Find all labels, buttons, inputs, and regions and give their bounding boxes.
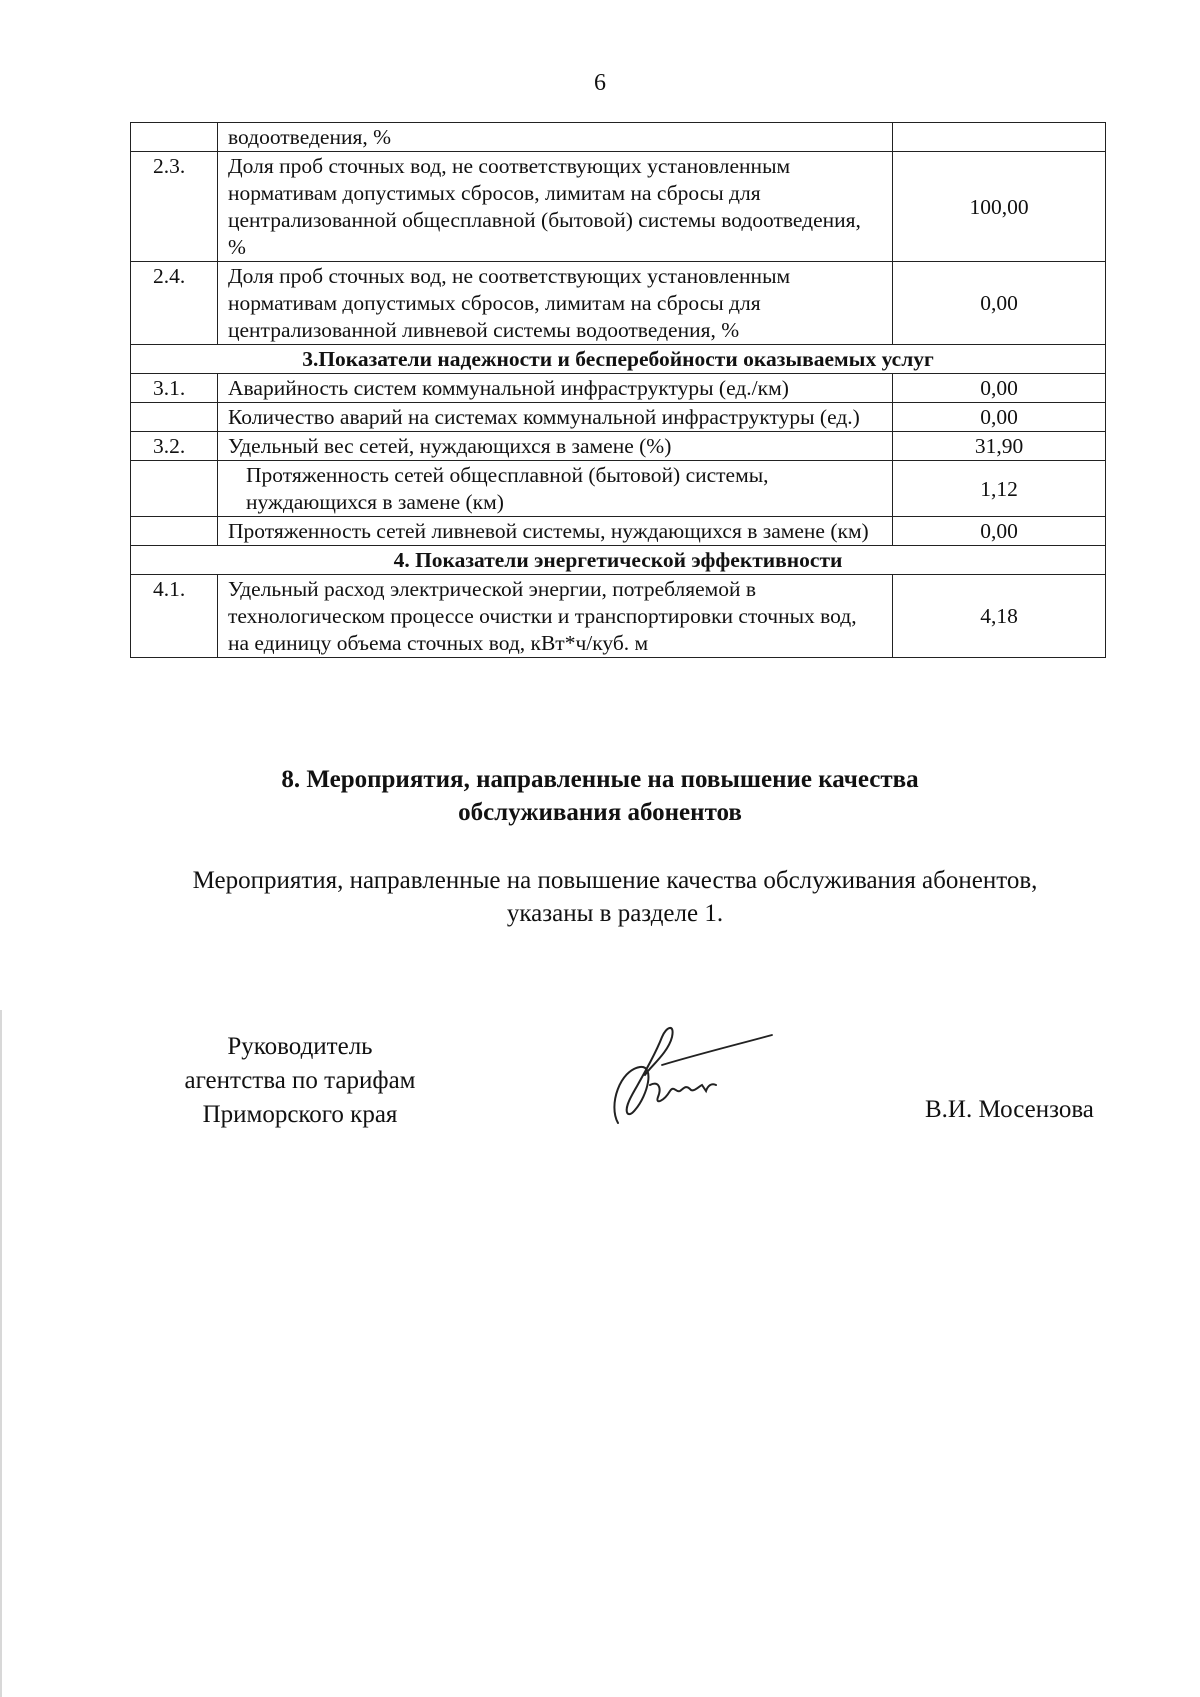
row-number (131, 517, 218, 546)
indicators-table (130, 122, 1106, 658)
row-description: Удельный расход электрической энергии, потребляемой в технологическом процессе очистки и транспортировки сточных вод, на единицу объема сточных вод, кВт*ч/куб. м (218, 575, 893, 658)
row-number (131, 403, 218, 432)
signatory-position (140, 1030, 460, 1132)
row-value (893, 123, 1106, 152)
table-row (131, 123, 1106, 152)
row-description: водоотведения, % (218, 123, 893, 152)
table-section-row (131, 546, 1106, 575)
section-8-text-line-1: Мероприятия, направленные на повышение качества обслуживания абонентов, (192, 867, 1038, 894)
section-title: 4. Показатели энергетической эффективности (131, 546, 1106, 575)
row-description: Удельный вес сетей, нуждающихся в замене (%) (218, 432, 893, 461)
table-row (131, 517, 1106, 546)
row-number: 3.1. (131, 374, 218, 403)
signatory-position-line-2: агентства по тарифам (184, 1067, 416, 1094)
row-number: 2.4. (131, 262, 218, 345)
table-row (131, 432, 1106, 461)
signatory-position-line-3: Приморского края (202, 1101, 398, 1128)
row-description: Доля проб сточных вод, не соответствующих установленным нормативам допустимых сбросов, лимитам на сбросы для централизованной общесплавной (бытовой) системы водоотведения, % (218, 152, 893, 262)
section-8-paragraph (120, 864, 1110, 930)
table-row (131, 461, 1106, 517)
row-value: 0,00 (893, 403, 1106, 432)
row-description: Протяженность сетей ливневой системы, нуждающихся в замене (км) (218, 517, 893, 546)
section-8-text-line-2: указаны в разделе 1. (506, 900, 724, 927)
row-number (131, 123, 218, 152)
indicators-table-body (131, 123, 1106, 658)
signatory-name: В.И. Мосензова (925, 1096, 1094, 1123)
handwritten-signature (600, 1015, 790, 1135)
row-value: 100,00 (893, 152, 1106, 262)
row-number (131, 461, 218, 517)
table-row (131, 152, 1106, 262)
row-number: 3.2. (131, 432, 218, 461)
row-value: 1,12 (893, 461, 1106, 517)
section-title: 3.Показатели надежности и бесперебойности оказываемых услуг (131, 345, 1106, 374)
section-8-heading (0, 763, 1200, 829)
row-description: Протяженность сетей общесплавной (бытовой) системы, нуждающихся в замене (км) (218, 461, 893, 517)
section-8-heading-line-1: 8. Мероприятия, направленные на повышение качества (281, 766, 919, 793)
table-section-row (131, 345, 1106, 374)
table-row (131, 403, 1106, 432)
row-number: 2.3. (131, 152, 218, 262)
table-row (131, 575, 1106, 658)
row-description: Доля проб сточных вод, не соответствующих установленным нормативам допустимых сбросов, лимитам на сбросы для централизованной ливневой системы водоотведения, % (218, 262, 893, 345)
table-row (131, 262, 1106, 345)
page-number: 6 (594, 70, 606, 96)
row-description: Аварийность систем коммунальной инфраструктуры (ед./км) (218, 374, 893, 403)
row-description: Количество аварий на системах коммунальной инфраструктуры (ед.) (218, 403, 893, 432)
scan-edge-shadow (0, 1010, 2, 1697)
table-row (131, 374, 1106, 403)
row-value: 0,00 (893, 517, 1106, 546)
row-value: 0,00 (893, 262, 1106, 345)
row-value: 0,00 (893, 374, 1106, 403)
row-value: 4,18 (893, 575, 1106, 658)
signatory-position-line-1: Руководитель (227, 1033, 373, 1060)
row-number: 4.1. (131, 575, 218, 658)
row-value: 31,90 (893, 432, 1106, 461)
section-8-heading-line-2: обслуживания абонентов (458, 799, 742, 826)
